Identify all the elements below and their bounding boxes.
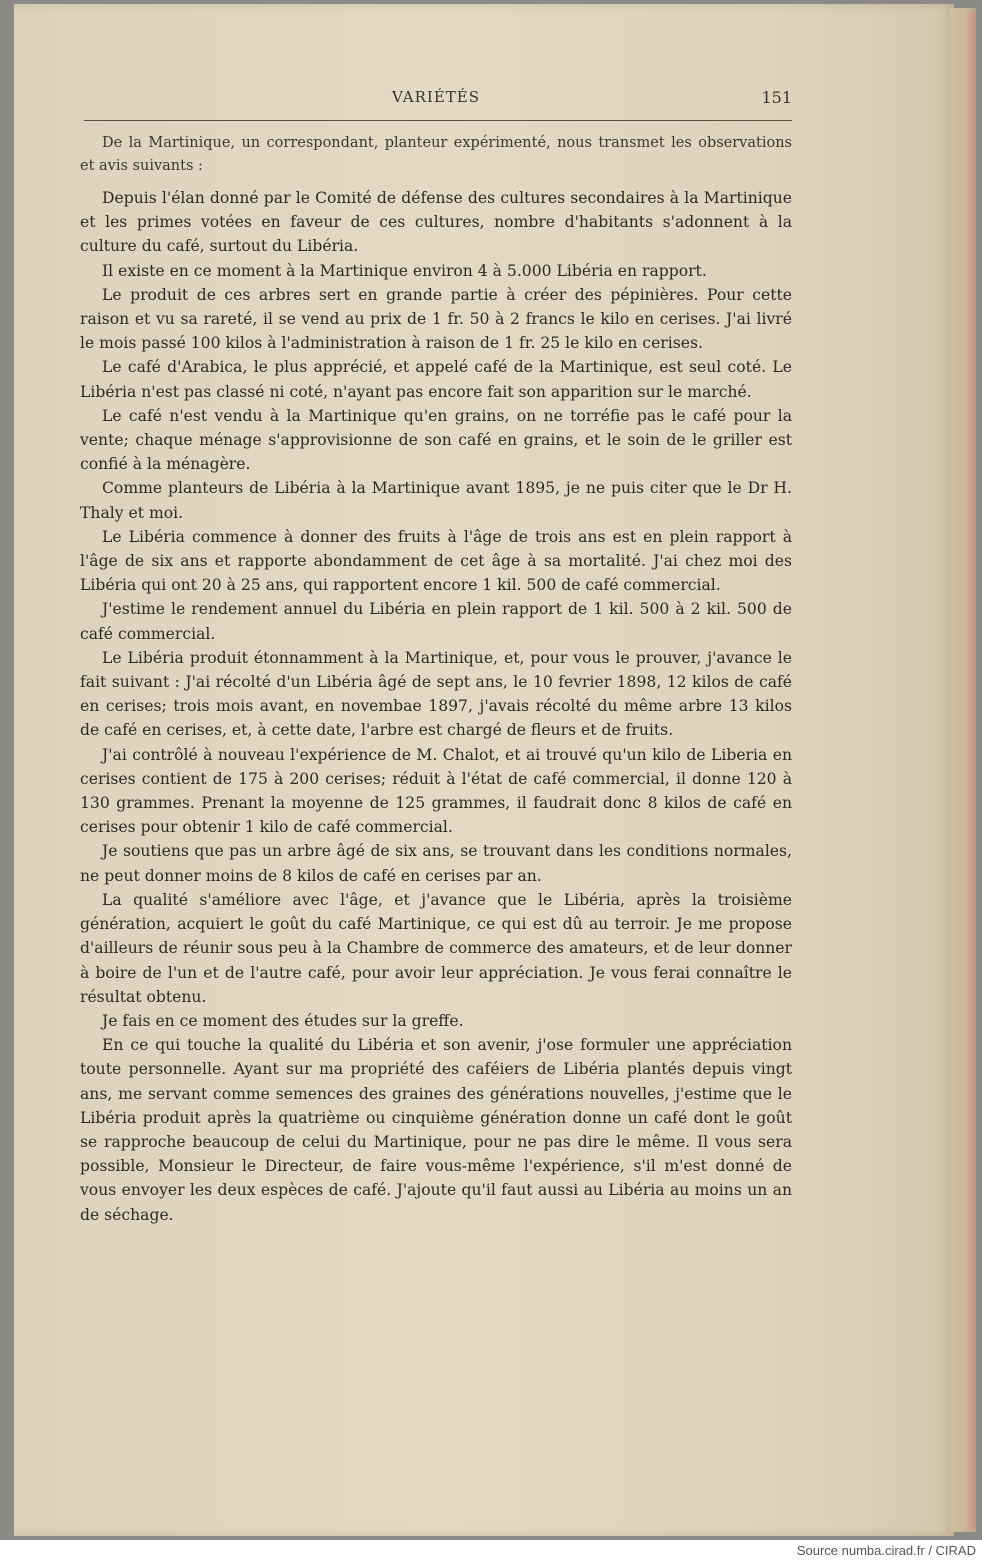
section-title: VARIÉTÉS [391, 88, 481, 106]
running-header [80, 88, 792, 114]
paragraph: Depuis l'élan donné par le Comité de défense des cultures secondaires à la Martinique et les primes votées en faveur de ces cultures, nombre d'habitants s'adonnent à la culture du café, surtout du Libéria. [80, 189, 792, 256]
paragraph: Le café n'est vendu à la Martinique qu'en grains, on ne torréfie pas le café pour la vente; chaque ménage s'approvisionne de son café en grains, et le soin de le griller est confié à la ménagère. [80, 406, 792, 474]
intro-paragraph: De la Martinique, un correspondant, planteur expérimenté, nous transmet les observations et avis suivants : [80, 135, 792, 174]
paragraph: Comme planteurs de Libéria à la Martinique avant 1895, je ne puis citer que le Dr H. Thaly et moi. [80, 479, 792, 522]
page-number: 151 [761, 88, 792, 107]
header-rule [84, 120, 792, 121]
paragraph: Le café d'Arabica, le plus apprécié, et appelé café de la Martinique, est seul coté. Le Libéria n'est pas classé ni coté, n'ayant pas encore fait son apparition sur le marché. [80, 358, 792, 401]
paragraph: Je soutiens que pas un arbre âgé de six ans, se trouvant dans les conditions normales, ne peut donner moins de 8 kilos de café en cerises par an. [80, 842, 792, 885]
article-body [80, 186, 792, 1227]
paragraph: J'ai contrôlé à nouveau l'expérience de M. Chalot, et ai trouvé qu'un kilo de Liberia en cerises contient de 175 à 200 cerises; réduit à l'état de café commercial, il donne 120 à 130 grammes. Prenant la moyenne de 125 grammes, il faudrait donc 8 kilos de café en cerises pour obtenir 1 kilo de café commercial. [80, 745, 792, 837]
paragraph: J'estime le rendement annuel du Libéria en plein rapport de 1 kil. 500 à 2 kil. 500 de café commercial. [80, 600, 792, 643]
paragraph: Il existe en ce moment à la Martinique environ 4 à 5.000 Libéria en rapport. [102, 261, 707, 280]
paragraph: En ce qui touche la qualité du Libéria et son avenir, j'ose formuler une appréciation toute personnelle. Ayant sur ma propriété des caféiers de Libéria plantés depuis vingt ans, me servant comme semences des graines des générations nouvelles, j'estime que le Libéria produit après la quatrième ou cinquième génération donne un café dont le goût se rapproche beaucoup de celui du Martinique, pour ne pas dire le même. Il vous sera possible, Monsieur le Directeur, de faire vous-même l'expérience, s'il m'est donné de vous envoyer les deux espèces de café. J'ajoute qu'il faut aussi au Libéria au moins un an de séchage. [80, 1036, 792, 1224]
paragraph: Le produit de ces arbres sert en grande partie à créer des pépinières. Pour cette raison et vu sa rareté, il se vend au prix de 1 fr. 50 à 2 francs le kilo en cerises. J'ai livré le mois passé 100 kilos à l'administration à raison de 1 fr. 25 le kilo en cerises. [80, 285, 792, 353]
paragraph: Le Libéria commence à donner des fruits à l'âge de trois ans est en plein rapport à l'âge de six ans et rapporte abondamment de cet âge à sa mortalité. J'ai chez moi des Libéria qui ont 20 à 25 ans, qui rapportent encore 1 kil. 500 de café commercial. [80, 527, 792, 595]
paragraph: La qualité s'améliore avec l'âge, et j'avance que le Libéria, après la troisième génération, acquiert le goût du café Martinique, ce qui est dû au terroir. Je me propose d'ailleurs de réunir sous peu à la Chambre de commerce des amateurs, et de leur donner à boire de l'un et de l'autre café, pour avoir leur appréciation. Je vous ferai connaître le résultat obtenu. [80, 890, 792, 1006]
paragraph: Je fais en ce moment des études sur la greffe. [102, 1011, 464, 1030]
source-credit: Source numba.cirad.fr / CIRAD [796, 1543, 976, 1558]
page-stack-red-edge [966, 12, 976, 1530]
paragraph: Le Libéria produit étonnamment à la Martinique, et, pour vous le prouver, j'avance le fait suivant : J'ai récolté d'un Libéria âgé de sept ans, le 10 fevrier 1898, 12 kilos de café en cerises; trois mois avant, en novembae 1897, j'avais récolté du même arbre 13 kilos de café en cerises, et, à cette date, l'arbre est chargé de fleurs et de fruits. [80, 648, 792, 740]
